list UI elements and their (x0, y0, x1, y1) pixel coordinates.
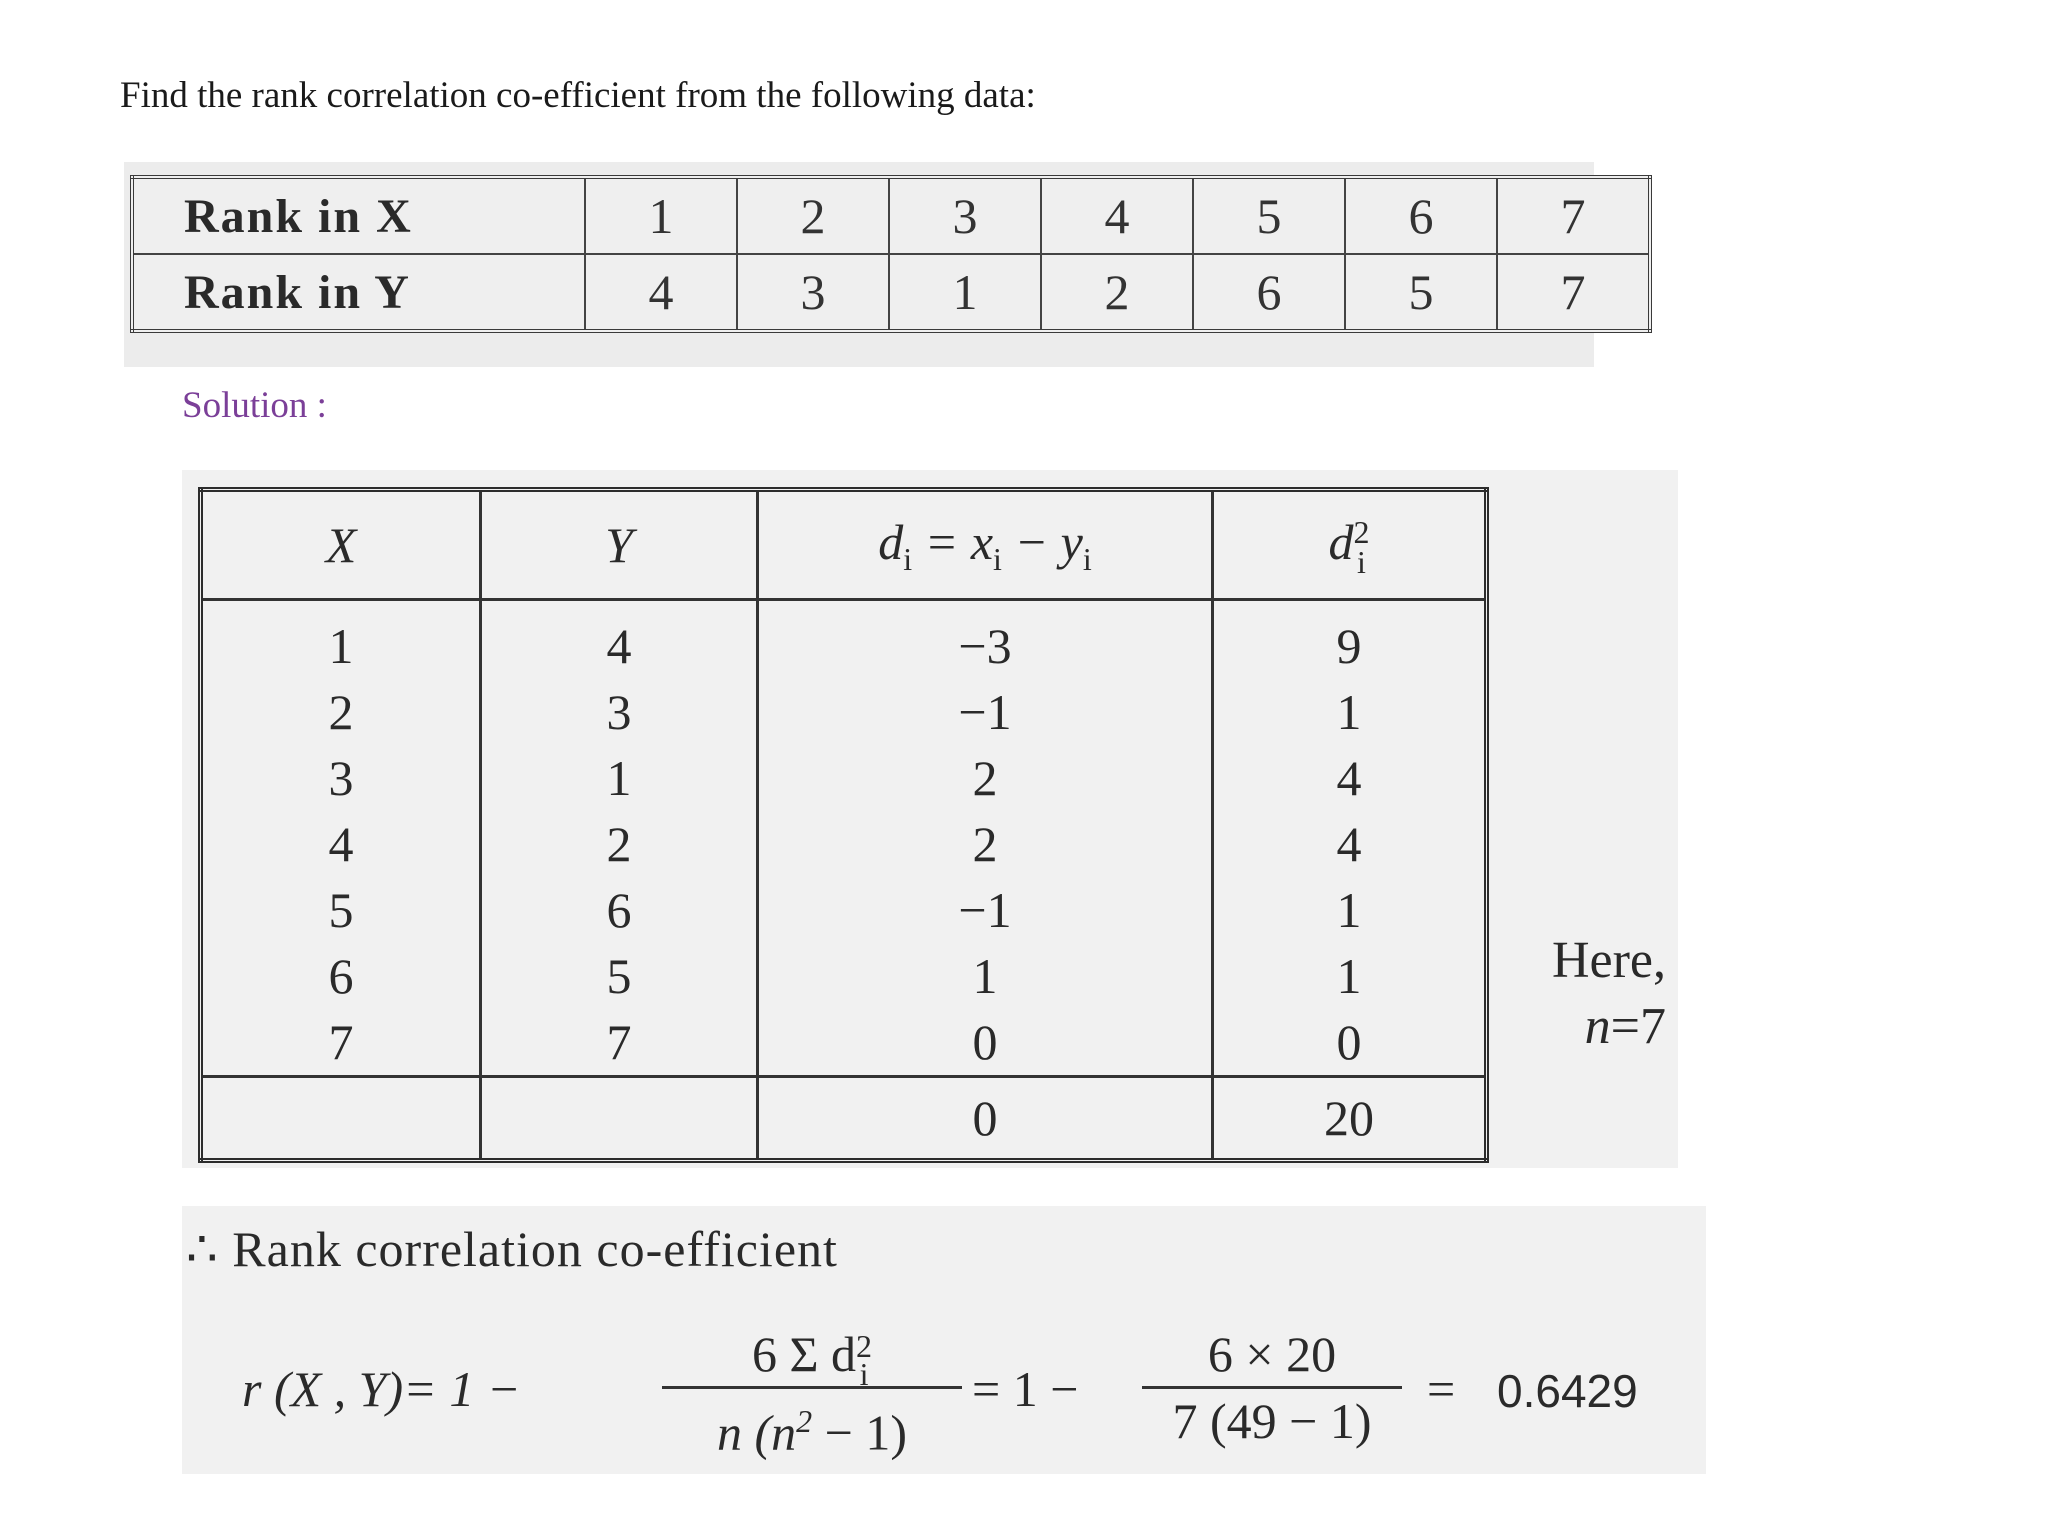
rank-x-cell: 4 (1041, 177, 1193, 254)
rank-x-cell: 2 (737, 177, 889, 254)
frac1-den-sup: 2 (796, 1403, 813, 1439)
header-d-sub-y: i (1082, 540, 1092, 577)
solution-row (201, 1009, 1487, 1077)
solution-row (201, 679, 1487, 745)
rank-x-cell: 6 (1345, 177, 1497, 254)
solution-row (201, 811, 1487, 877)
header-d2-var: d (1328, 513, 1354, 570)
rank-y-label: Rank in Y (132, 254, 585, 331)
frac2-numerator: 6 × 20 (1207, 1326, 1337, 1382)
frac1-numerator: 6 Σ d (751, 1326, 857, 1382)
solution-table (198, 487, 1489, 1163)
solution-cell-x: 6 (201, 943, 481, 1009)
solution-cell-x: 7 (201, 1009, 481, 1077)
solution-row (201, 600, 1487, 680)
solution-cell-d: 1 (758, 943, 1213, 1009)
formula-fraction-general (662, 1322, 962, 1461)
formula-result: 0.6429 (1497, 1365, 1638, 1417)
rank-y-cell: 3 (737, 254, 889, 331)
header-d-sub: i (903, 540, 913, 577)
solution-cell-y: 2 (481, 811, 758, 877)
question-text: Find the rank correlation co-efficient from the following data: (120, 75, 1036, 116)
solution-cell-x: 4 (201, 811, 481, 877)
header-d-eq: = x (924, 513, 994, 570)
header-d2-sup: 2 (1353, 514, 1370, 551)
formula-fraction-numeric (1142, 1322, 1402, 1453)
formula-lhs: r (X , Y)= 1 − (242, 1361, 521, 1417)
total-y (481, 1077, 758, 1161)
solution-cell-d2: 4 (1213, 811, 1487, 877)
rank-x-cell: 3 (889, 177, 1041, 254)
solution-row (201, 943, 1487, 1009)
solution-header-row (201, 490, 1487, 600)
header-d-var: d (878, 513, 904, 570)
solution-cell-d2: 1 (1213, 877, 1487, 943)
frac1-num-sub: i (859, 1355, 869, 1392)
rank-y-cell: 7 (1497, 254, 1650, 331)
solution-cell-x: 1 (201, 600, 481, 680)
solution-cell-d: −1 (758, 877, 1213, 943)
formula-equals: = (1427, 1361, 1456, 1417)
rank-x-cell: 1 (585, 177, 737, 254)
formula-mid: = 1 − (972, 1361, 1079, 1417)
rank-y-cell: 2 (1041, 254, 1193, 331)
total-d2: 20 (1213, 1077, 1487, 1161)
solution-table-body (201, 600, 1487, 1077)
solution-total-row (201, 1077, 1487, 1161)
solution-cell-x: 5 (201, 877, 481, 943)
rank-y-cell: 1 (889, 254, 1041, 331)
rank-data-table (130, 175, 1652, 333)
solution-cell-y: 5 (481, 943, 758, 1009)
rank-y-row (132, 254, 1650, 331)
solution-cell-d2: 1 (1213, 943, 1487, 1009)
solution-cell-d: 2 (758, 811, 1213, 877)
solution-cell-d2: 1 (1213, 679, 1487, 745)
solution-cell-x: 2 (201, 679, 481, 745)
solution-cell-d: −3 (758, 600, 1213, 680)
note-n-value: =7 (1610, 998, 1666, 1055)
solution-cell-y: 1 (481, 745, 758, 811)
rank-x-cell: 5 (1193, 177, 1345, 254)
frac1-denominator: n (n (716, 1404, 797, 1461)
solution-cell-y: 7 (481, 1009, 758, 1077)
solution-cell-d2: 0 (1213, 1009, 1487, 1077)
note-here: Here, (1551, 932, 1666, 989)
header-d (758, 490, 1213, 600)
conclusion-text: ∴ Rank correlation co-efficient (186, 1221, 838, 1277)
solution-cell-x: 3 (201, 745, 481, 811)
solution-cell-y: 6 (481, 877, 758, 943)
total-d: 0 (758, 1077, 1213, 1161)
solution-cell-y: 3 (481, 679, 758, 745)
header-y: Y (481, 490, 758, 600)
solution-cell-d2: 4 (1213, 745, 1487, 811)
frac1-num-sup: 2 (856, 1327, 873, 1364)
rank-y-cell: 5 (1345, 254, 1497, 331)
solution-cell-d: 0 (758, 1009, 1213, 1077)
note-n-var: n (1584, 998, 1611, 1055)
rank-correlation-formula (242, 1322, 1702, 1462)
solution-cell-d: 2 (758, 745, 1213, 811)
rank-x-cell: 7 (1497, 177, 1650, 254)
header-d2 (1213, 490, 1487, 600)
rank-y-cell: 4 (585, 254, 737, 331)
rank-x-label: Rank in X (132, 177, 585, 254)
rank-y-cell: 6 (1193, 254, 1345, 331)
header-d2-sub: i (1357, 544, 1366, 581)
solution-row (201, 877, 1487, 943)
frac2-denominator: 7 (49 − 1) (1172, 1393, 1372, 1449)
solution-label: Solution : (182, 385, 327, 426)
sample-size-note (1522, 928, 1666, 1060)
solution-row (201, 745, 1487, 811)
frac1-den-tail: − 1) (812, 1404, 907, 1461)
header-d-minus: − y (1001, 513, 1083, 570)
solution-cell-d2: 9 (1213, 600, 1487, 680)
rank-x-row (132, 177, 1650, 254)
total-x (201, 1077, 481, 1161)
header-d-sub-x: i (993, 540, 1002, 577)
solution-cell-d: −1 (758, 679, 1213, 745)
header-x: X (201, 490, 481, 600)
solution-cell-y: 4 (481, 600, 758, 680)
